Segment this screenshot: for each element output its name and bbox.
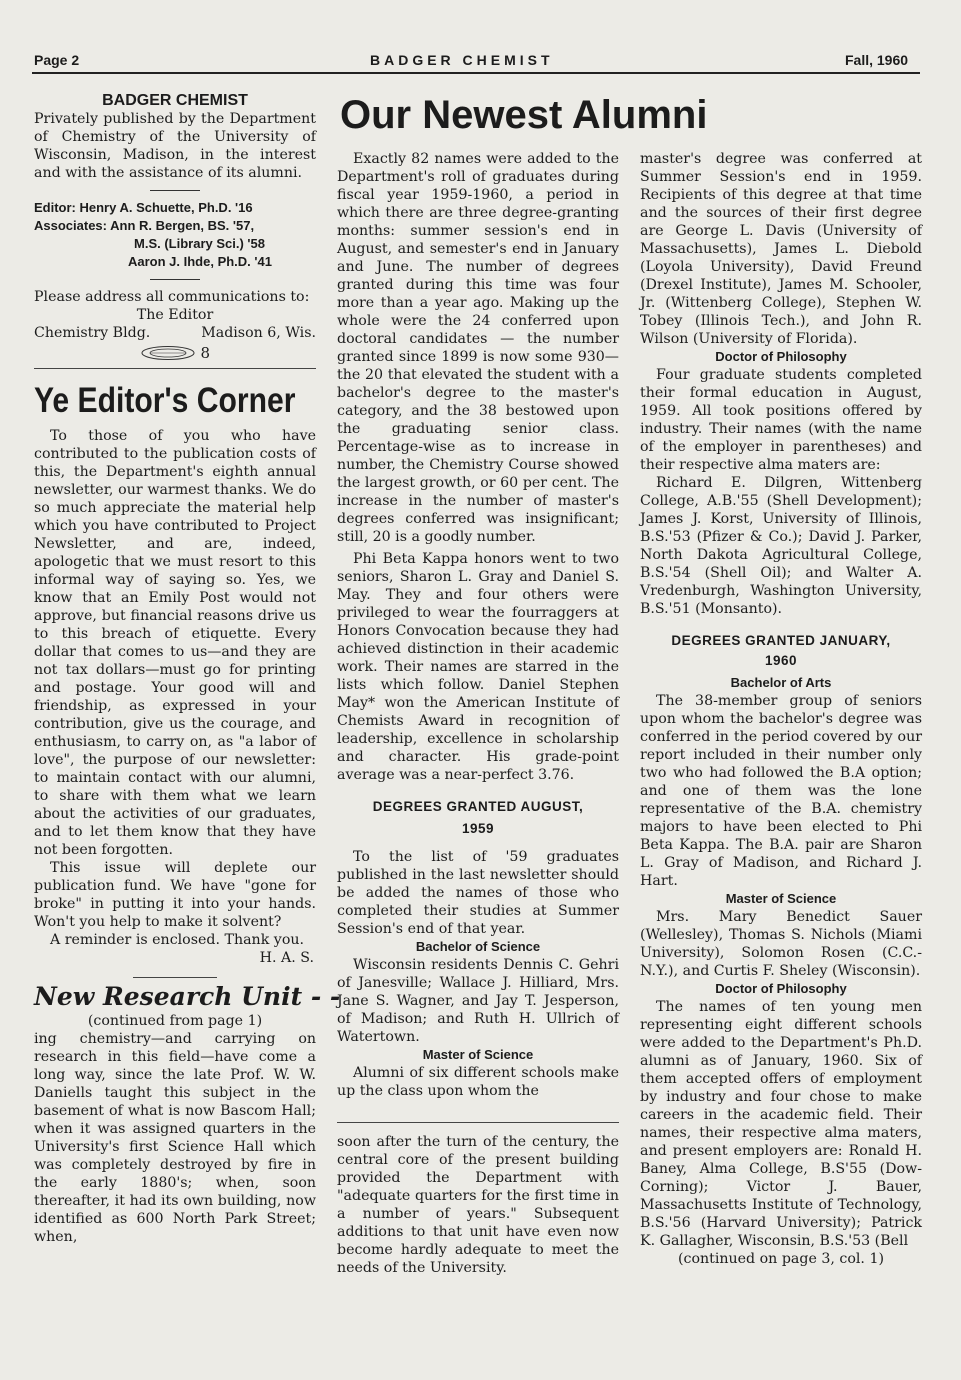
editors-corner-paragraph: A reminder is enclosed. Thank you. — [50, 932, 305, 948]
middle-column — [337, 150, 619, 1277]
staff-credits — [34, 199, 316, 271]
associates-credit-2: M.S. (Library Sci.) '58 — [134, 236, 265, 251]
ms2-text: Mrs. Mary Benedict Sauer (Wellesley), Thomas S. Nichols (Miami University), Solomon Rosen (C.C.-N.Y.), and Curtis F. Sheley (Wisconsin). — [640, 909, 922, 979]
phd-heading: Doctor of Philosophy — [715, 349, 847, 364]
right-column — [640, 150, 922, 1268]
section-year-august: 1959 — [461, 821, 495, 836]
phd-text: Four graduate students completed their formal education in August, 1959. All took positions offered by industry. Their names (with the name of the employer in parentheses) and their respective alma maters are: — [640, 367, 922, 473]
editors-corner-title: Ye Editor's Corner — [34, 381, 296, 420]
union-label-number: 8 — [200, 344, 211, 362]
editor-credit: Editor: Henry A. Schuette, Ph.D. '16 — [34, 200, 253, 215]
ms-text: Alumni of six different schools make up the class upon whom the — [337, 1065, 619, 1099]
continued-note: (continued from page 1) — [87, 1013, 263, 1029]
page-number: Page 2 — [34, 52, 80, 68]
header-rule — [32, 72, 920, 74]
masthead-title: BADGER CHEMIST — [102, 92, 248, 109]
editors-corner-paragraph: This issue will deplete our publication fund. We have "gone for broke" in putting it into your hands. Won't you help to make it solvent? — [34, 860, 316, 930]
issue-date: Fall, 1960 — [845, 52, 909, 68]
divider — [133, 977, 217, 978]
address-name: The Editor — [136, 307, 214, 323]
ms-text-cont: master's degree was conferred at Summer Session's end in 1959. Recipients of this degree at that time and the sources of their first degree are George L. Davis (University of Massachusetts), James L. Diebold (Loyola University), David Freund (Drexel Institute), James M. Schooler, Jr. (Wittenberg College), Stephen W. Tobey (Illinois Tech.), and John R. Wilson (University of Florida). — [640, 151, 922, 347]
masthead-description: Privately published by the Department of Chemistry of the University of Wisconsin, Madison, in the interest and with the assistance of its alumni. — [34, 111, 316, 181]
address-city: Madison 6, Wis. — [201, 325, 316, 341]
phd2-text: The names of ten young men representing eight different schools were added to the Department's Ph.D. alumni as of January, 1960. Six of them accepted offers of employment by industry and four chose to make careers in the academic field. Their names, their respective alma maters, and present employers are: Ronald H. Baney, Alma College, B.S'55 (Dow-Corning); Victor J. Bauer, Massachusetts Institute of Technology, B.S.'56 (Harvard University); Patrick K. Gallagher, Wisconsin, B.S.'53 (Bell — [640, 999, 922, 1249]
section-heading-august: DEGREES GRANTED AUGUST, — [372, 799, 584, 814]
continued-on-note: (continued on page 3, col. 1) — [677, 1251, 885, 1267]
august-intro: To the list of '59 graduates published in the last newsletter should be added the names of those who completed their studies at Summer Session's end of that year. — [337, 849, 619, 937]
research-unit-text: ing chemistry—and carrying on research in this field—have come a long way, since the late Prof. W. W. Daniells taught this subject in the basement of what is now Bascom Hall; when it was assigned quarters in the University's first Science Hall which was completely destroyed by fire in the early 1880's; when, soon thereafter, it had its own building, now identified as 600 North Park Street; when, — [34, 1031, 316, 1245]
editors-corner-paragraph: To those of you who have contributed to the publication costs of this, the Department's eighth annual newsletter, our warmest thanks. We do so much appreciate the material help which you have contributed to Project Newsletter, and are, indeed, apologetic that we must resort to this informal way of saying so. Yes, we know that an Emily Post would not approve, but financial reasons drive us to this breach of etiquette. Every dollar that comes to us—and they are not tax dollars—must go for printing and postage. Your good will and friendship, as expressed in your contribution, give us the courage, and enthusiasm, to carry on, as "a labor of love", the purpose of our newsletter: to maintain contact with our alumni, to share with them what we learn about the activities of our graduates, and to let them know that they have not been forgotten. — [34, 428, 316, 858]
column-rule — [337, 1122, 619, 1123]
phd2-heading: Doctor of Philosophy — [715, 981, 847, 996]
alumni-paragraph: Exactly 82 names were added to the Department's roll of graduates during fiscal year 1959-1960, a period in which there are three degree-granting months: summer session's end in August, and semester's end in January and June. The number of degrees granted during this time was four more than a year ago. Making up the whole were the 24 conferred upon doctoral candidates — the number granted since 1899 is now some 930—the 20 that elevated the student with a bachelor's degree to the master's category, and the 38 bestowed upon the graduating senior class. Percentage-wise as to increase in number, the Chemistry Course showed the largest growth, or 60 per cent. The increase in the number of master's degrees conferred was insignificant; still, 20 is a goodly number. — [337, 151, 619, 545]
alumni-paragraph: Phi Beta Kappa honors went to two seniors, Sharon L. Gray and Daniel S. May. They and four others were privileged to wear the fourraggers at Honors Convocation because they had achieved distinction in their academic work. Their names are starred in the lists which follow. Daniel Stephen May* won the American Institute of Chemists Award in recognition of leadership, excellence in scholarship and character. His grade-point average was a near-perfect 3.76. — [337, 551, 619, 783]
bs-text: Wisconsin residents Dennis C. Gehri of Janesville; Wallace J. Hilliard, Mrs. Jane S. Wagner, and Jay T. Jesperson, of Madison; and Ruth H. Ullrich of Watertown. — [337, 957, 619, 1045]
associates-credit: Associates: Ann R. Bergen, BS. '57, — [34, 218, 255, 233]
section-heading-january: DEGREES GRANTED JANUARY, — [671, 633, 891, 648]
section-rule — [34, 368, 316, 369]
research-unit-title: New Research Unit - - — [34, 982, 341, 1011]
editors-signature: H. A. S. — [259, 950, 314, 966]
address-building: Chemistry Bldg. — [34, 325, 151, 341]
bs-heading: Bachelor of Science — [415, 939, 541, 954]
union-label — [34, 344, 316, 366]
ba-heading: Bachelor of Arts — [730, 675, 832, 690]
address-line — [34, 324, 316, 342]
ms-heading: Master of Science — [422, 1047, 534, 1062]
left-column — [34, 92, 341, 1246]
phd-list: Richard E. Dilgren, Wittenberg College, A.B.'55 (Shell Development); James J. Korst, University of Illinois, B.S.'53 (Pfizer & Co.); David J. Parker, North Dakota Agricultural College, B.S.'54 (Shell Oil); and Walter A. Vredenburgh, Washington University, B.S.'51 (Monsanto). — [640, 475, 922, 617]
ba-text: The 38-member group of seniors upon whom the bachelor's degree was conferred in the period covered by our report included in their number only two who had followed the B.A option; and one of them was the lone representative of the B.A. chemistry majors to have been elected to Phi Beta Kappa. The B.A. pair are Sharon L. Gray of Madison, and Richard J. Hart. — [640, 693, 922, 889]
union-label-icon — [140, 345, 196, 361]
divider — [150, 279, 200, 280]
running-title: BADGER CHEMIST — [370, 52, 554, 68]
divider — [150, 190, 200, 191]
associates-credit-3: Aaron J. Ihde, Ph.D. '41 — [128, 254, 272, 269]
main-headline: Our Newest Alumni — [340, 93, 708, 137]
ms2-heading: Master of Science — [725, 891, 837, 906]
address-intro: Please address all communications to: — [34, 289, 310, 305]
research-unit-text-cont: soon after the turn of the century, the central core of the present building provided the Department with "adequate quarters for the first time in a number of years." Subsequent additions to that unit have even now become hardly adequate to meet the needs of the University. — [337, 1134, 619, 1276]
section-year-january: 1960 — [764, 653, 798, 668]
